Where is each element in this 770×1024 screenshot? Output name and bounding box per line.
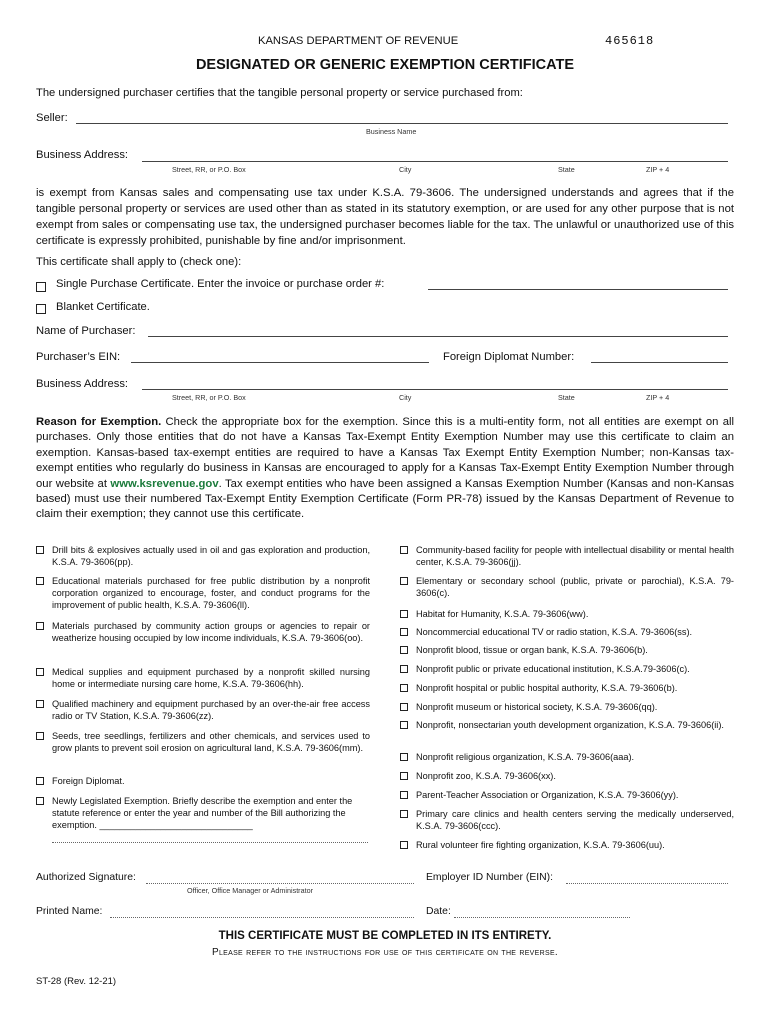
instructions-notice: Please refer to the instructions for use of this certificate on the reverse. — [211, 947, 558, 958]
seller-address-field[interactable] — [142, 148, 728, 162]
reason-text-a: Check the appropriate box for the exemption. Since this is a multi-entity form, not all entities are exempt on all purchases. Only those entities that do not have a Kansas Tax-Exempt Entity Exemption Number may use this certificate to claim an exemption. Kansas-based tax-exempt entities are required to have a Kansas Tax Exempt Entity Exemption Number; non-Kansas tax-exempt entities who regularly do business in Kansas are encouraged to apply for a Kansas Tax-Exempt Entity Exemption Number through our website at — [36, 416, 735, 490]
exemption-item-seeds[interactable] — [36, 730, 370, 754]
exemption-label: Nonprofit museum or historical society, K.S.A. 79-3606(qq). — [416, 702, 658, 712]
checkbox[interactable] — [36, 777, 44, 785]
exemption-label: Newly Legislated Exemption. Briefly describe the exemption and enter the statute reference or enter the year and number of the Bill authorizing the exemption. ______________________________ — [52, 796, 353, 831]
diplomat-number-label: Foreign Diplomat Number: — [443, 351, 575, 363]
must-complete-notice: THIS CERTIFICATE MUST BE COMPLETED IN ITS ENTIRETY. — [218, 930, 552, 942]
exemption-label: Educational materials purchased for free public distribution by a nonprofit corporation organized to encourage, foster, and conduct programs for the improvement of public health, K.S.A. 79-3606(ll). — [52, 576, 370, 611]
exemption-item-school[interactable] — [400, 575, 734, 599]
exemption-label: Qualified machinery and equipment purchased by an over-the-air free access radio or TV Station, K.S.A. 79-3606(zz). — [52, 699, 370, 722]
seller-field[interactable] — [76, 110, 728, 124]
exemption-item-religious[interactable] — [400, 751, 734, 763]
blanket-checkbox[interactable] — [36, 301, 46, 319]
checkbox[interactable] — [400, 646, 408, 654]
exemption-label: Parent-Teacher Association or Organization, K.S.A. 79-3606(yy). — [416, 790, 679, 800]
purchaser-city-caption: City — [399, 393, 412, 402]
exemption-label: Nonprofit public or private educational institution, K.S.A.79-3606(c). — [416, 664, 690, 674]
seller-label: Seller: — [36, 112, 68, 124]
checkbox[interactable] — [36, 546, 44, 554]
seller-street-caption: Street, RR, or P.O. Box — [172, 165, 246, 174]
authorized-signature-caption: Officer, Office Manager or Administrator — [187, 886, 313, 895]
purchaser-ein-label: Purchaser’s EIN: — [36, 351, 121, 363]
exemption-item-zoo[interactable] — [400, 770, 734, 782]
seller-city-caption: City — [399, 165, 412, 174]
checkbox[interactable] — [36, 700, 44, 708]
page-title: DESIGNATED OR GENERIC EXEMPTION CERTIFICATE — [195, 57, 575, 73]
exemption-item-medical-supplies[interactable] — [36, 666, 370, 690]
exemption-label: Drill bits & explosives actually used in oil and gas exploration and production, K.S.A. 79-3606(pp). — [52, 545, 370, 568]
exemption-item-radio-tv-machinery[interactable] — [36, 698, 370, 722]
purchaser-state-caption: State — [558, 393, 575, 402]
exemption-item-newly-legislated[interactable] — [36, 795, 370, 832]
purchaser-street-caption: Street, RR, or P.O. Box — [172, 393, 246, 402]
employer-id-label: Employer ID Number (EIN): — [426, 872, 554, 883]
checkbox[interactable] — [36, 622, 44, 630]
exemption-label: Primary care clinics and health centers serving the medically underserved, K.S.A. 79-3606(ccc). — [416, 809, 734, 832]
checkbox[interactable] — [36, 668, 44, 676]
exemption-item-museum[interactable] — [400, 701, 734, 713]
agency-name: KANSAS DEPARTMENT OF REVENUE — [258, 35, 459, 47]
seller-zip-caption: ZIP + 4 — [646, 165, 670, 174]
form-revision: ST-28 (Rev. 12-21) — [36, 976, 117, 987]
exemption-label: Habitat for Humanity, K.S.A. 79-3606(ww). — [416, 609, 589, 619]
reason-paragraph — [36, 415, 734, 523]
date-label: Date: — [426, 906, 451, 917]
blanket-label: Blanket Certificate. — [56, 301, 150, 313]
checkbox[interactable] — [400, 841, 408, 849]
exemption-item-educational-institution[interactable] — [400, 663, 734, 675]
exemption-label: Seeds, tree seedlings, fertilizers and other chemicals, and services used to grow plants to prevent soil erosion on agricultural land, K.S.A. 79-3606(mm). — [52, 731, 370, 754]
exemption-label: Foreign Diplomat. — [52, 776, 125, 786]
purchaser-address-label: Business Address: — [36, 378, 129, 390]
single-purchase-label: Single Purchase Certificate. Enter the invoice or purchase order #: — [56, 278, 385, 290]
employer-id-field[interactable] — [566, 871, 728, 884]
checkbox[interactable] — [400, 628, 408, 636]
website-link[interactable]: www.ksrevenue.gov — [110, 477, 219, 490]
diplomat-number-field[interactable] — [591, 349, 728, 363]
checkbox[interactable] — [36, 797, 44, 805]
purchaser-zip-caption: ZIP + 4 — [646, 393, 670, 402]
form-number: 465618 — [605, 34, 655, 48]
checkbox[interactable] — [400, 610, 408, 618]
exemption-label: Community-based facility for people with intellectual disability or mental health center, K.S.A. 79-3606(jj). — [416, 545, 734, 568]
intro-text: The undersigned purchaser certifies that the tangible personal property or service purchased from: — [36, 87, 523, 99]
printed-name-label: Printed Name: — [36, 906, 103, 917]
exemption-item-hospital[interactable] — [400, 682, 734, 694]
exemption-label: Noncommercial educational TV or radio station, K.S.A. 79-3606(ss). — [416, 627, 693, 637]
exemption-label: Nonprofit hospital or public hospital authority, K.S.A. 79-3606(b). — [416, 683, 678, 693]
invoice-number-field[interactable] — [428, 276, 728, 290]
exemption-label: Nonprofit zoo, K.S.A. 79-3606(xx). — [416, 771, 556, 781]
checkbox[interactable] — [400, 703, 408, 711]
exemption-item-youth-development[interactable] — [400, 719, 734, 731]
checkbox[interactable] — [36, 732, 44, 740]
purchaser-address-field[interactable] — [142, 376, 728, 390]
exemption-label: Nonprofit religious organization, K.S.A. 79-3606(aaa). — [416, 752, 635, 762]
exemption-item-primary-care[interactable] — [400, 808, 734, 832]
exemption-item-drill-bits[interactable] — [36, 544, 370, 568]
checkbox[interactable] — [400, 810, 408, 818]
exemption-item-educational-materials[interactable] — [36, 575, 370, 612]
exemption-item-foreign-diplomat[interactable] — [36, 775, 370, 787]
apply-label: This certificate shall apply to (check one): — [36, 256, 242, 268]
exemption-item-community-facility[interactable] — [400, 544, 734, 568]
exemption-label: Nonprofit blood, tissue or organ bank, K.S.A. 79-3606(b). — [416, 645, 648, 655]
newly-legislated-field[interactable] — [52, 842, 368, 843]
exemption-item-blood-bank[interactable] — [400, 644, 734, 656]
exemption-item-community-action[interactable] — [36, 620, 370, 644]
reason-heading: Reason for Exemption. — [36, 416, 162, 428]
exemption-item-noncommercial-tv[interactable] — [400, 626, 734, 638]
exemption-label: Materials purchased by community action groups or agencies to repair or weatherize housing occupied by low income individuals, K.S.A. 79-3606(oo). — [52, 621, 370, 644]
checkbox[interactable] — [400, 791, 408, 799]
checkbox[interactable] — [400, 546, 408, 554]
checkbox[interactable] — [400, 721, 408, 729]
purchaser-name-field[interactable] — [148, 323, 728, 337]
checkbox[interactable] — [36, 577, 44, 585]
exemption-item-pta[interactable] — [400, 789, 734, 801]
checkbox[interactable] — [400, 753, 408, 761]
exemption-label: Nonprofit, nonsectarian youth development organization, K.S.A. 79-3606(ii). — [416, 720, 724, 730]
printed-name-field[interactable] — [110, 905, 414, 918]
seller-state-caption: State — [558, 165, 575, 174]
authorized-signature-label: Authorized Signature: — [36, 872, 136, 883]
checkbox[interactable] — [400, 684, 408, 692]
seller-address-label: Business Address: — [36, 149, 129, 161]
single-purchase-checkbox[interactable] — [36, 279, 46, 297]
date-field[interactable] — [454, 905, 630, 918]
exemption-label: Rural volunteer fire fighting organization, K.S.A. 79-3606(uu). — [416, 840, 665, 850]
exemption-label: Medical supplies and equipment purchased by a nonprofit skilled nursing home or intermediate nursing care home, K.S.A. 79-3606(hh). — [52, 667, 370, 690]
purchaser-name-label: Name of Purchaser: — [36, 325, 136, 337]
exemption-item-habitat[interactable] — [400, 608, 734, 620]
checkbox[interactable] — [400, 665, 408, 673]
exemption-label: Elementary or secondary school (public, private or parochial), K.S.A. 79-3606(c). — [416, 576, 734, 599]
seller-caption: Business Name — [366, 127, 417, 136]
purchaser-ein-field[interactable] — [131, 349, 429, 363]
checkbox[interactable] — [400, 772, 408, 780]
exemption-item-fire-fighting[interactable] — [400, 839, 734, 851]
reason-text-b: . Tax exempt entities who have been assigned a Kansas Exemption Number (Kansas and non-Kansas based) must use their numbered Tax-Exempt Entity Exemption Certificate (Form PR-78) issued by the Kansas Department of Revenue to claim their exemption; they cannot use this certificate. — [36, 477, 734, 521]
exempt-statement: is exempt from Kansas sales and compensating use tax under K.S.A. 79-3606. The undersigned understands and agrees that if the tangible personal property or services are used other than as stated in its statutory exemption, or are used for any other purpose that is not exempt from sales or compensating use tax, the undersigned purchaser becomes liable for the tax. The unlawful or unauthorized use of this certificate is expressly prohibited, punishable by fine and/or imprisonment. — [36, 187, 734, 247]
authorized-signature-field[interactable] — [146, 871, 414, 884]
checkbox[interactable] — [400, 577, 408, 585]
